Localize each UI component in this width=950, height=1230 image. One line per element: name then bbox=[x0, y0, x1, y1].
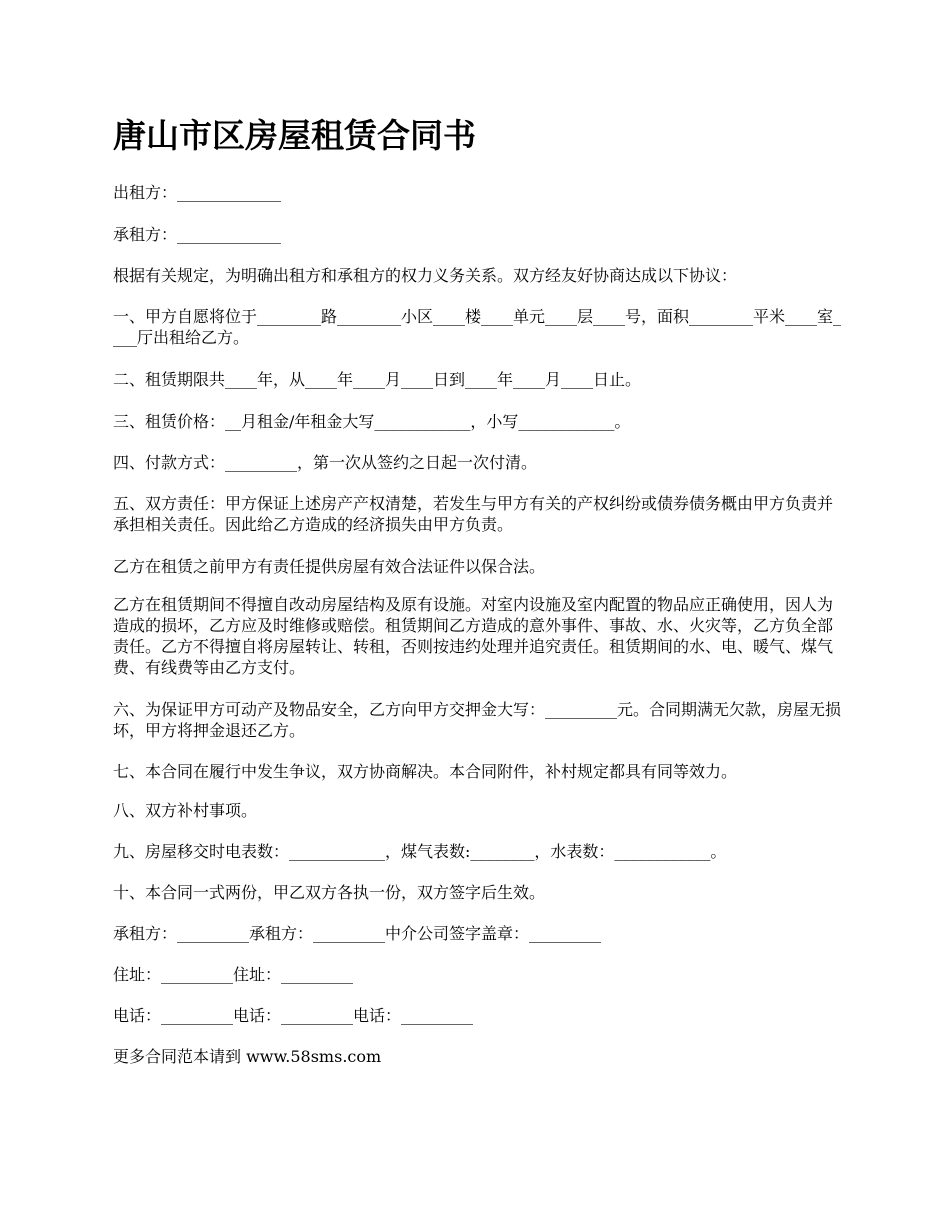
phone-line: 电话：_________电话：_________电话：_________ bbox=[113, 1006, 474, 1025]
clause-9-meters: 九、房屋移交时电表数：____________，煤气表数:________，水表数：____________。 bbox=[113, 842, 727, 861]
clause-4-payment: 四、付款方式：_________，第一次从签约之日起一次付清。 bbox=[113, 453, 538, 472]
clause-2-term: 二、租赁期限共____年，从____年____月____日到____年____月____日止。 bbox=[113, 370, 642, 389]
clause-5-documents: 乙方在租赁之前甲方有责任提供房屋有效合法证件以保合法。 bbox=[113, 557, 546, 576]
lessor-line: 出租方：_____________ bbox=[113, 183, 282, 202]
clause-10-copies: 十、本合同一式两份，甲乙双方各执一份，双方签字后生效。 bbox=[113, 883, 546, 902]
lessee-line: 承租方：_____________ bbox=[113, 225, 282, 244]
clause-3-price: 三、租赁价格：__月租金/年租金大写____________，小写____________。 bbox=[113, 412, 631, 431]
clause-5-tenant-duties: 乙方在租赁期间不得擅自改动房屋结构及原有设施。对室内设施及室内配置的物品应正确使用，因人为造成的损坏，乙方应及时维修或赔偿。租赁期间乙方造成的意外事件、事故、水、火灾等，乙方负全部责任。乙方不得擅自将房屋转让、转租，否则按违约处理并追究责任。租赁期间的水、电、暖气、煤气费、有线费等由乙方支付。 bbox=[113, 595, 834, 677]
address-line: 住址：_________住址：_________ bbox=[113, 965, 354, 984]
clause-7-disputes: 七、本合同在履行中发生争议，双方协商解决。本合同附件，补村规定都具有同等效力。 bbox=[113, 762, 738, 781]
clause-6-deposit: 六、为保证甲方可动产及物品安全，乙方向甲方交押金大写：_________元。合同期满无欠款，房屋无损坏，甲方将押金退还乙方。 bbox=[113, 700, 842, 740]
footer-more-templates: 更多合同范本请到 www.58sms.com bbox=[113, 1047, 382, 1066]
clause-8-supplement: 八、双方补村事项。 bbox=[113, 801, 258, 820]
document-title: 唐山市区房屋租赁合同书 bbox=[113, 116, 476, 155]
clause-1-property: 一、甲方自愿将位于________路________小区____楼____单元____层____号，面积________平米____室____厅出租给乙方。 bbox=[113, 307, 842, 347]
signature-line: 承租方：_________承租方：_________中介公司签字盖章：_________ bbox=[113, 924, 602, 943]
clause-5-responsibility: 五、双方责任：甲方保证上述房产产权清楚，若发生与甲方有关的产权纠纷或债券债务概由甲方负责并承担相关责任。因此给乙方造成的经济损失由甲方负责。 bbox=[113, 494, 834, 534]
preamble-paragraph: 根据有关规定，为明确出租方和承租方的权力义务关系。双方经友好协商达成以下协议： bbox=[113, 266, 738, 285]
